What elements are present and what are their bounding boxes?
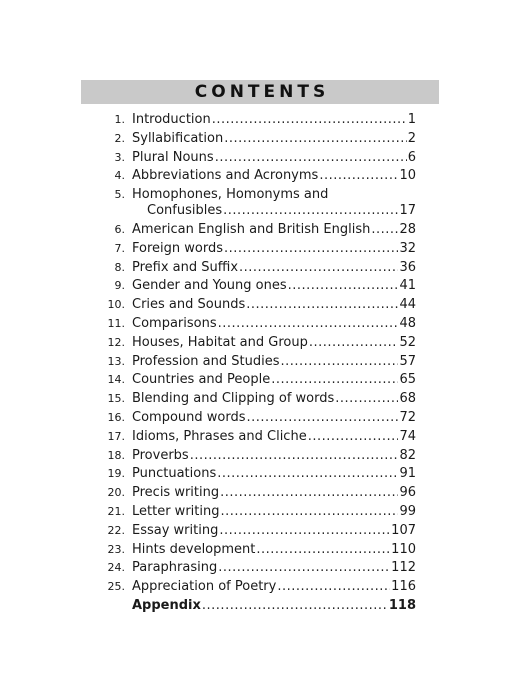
toc-entry-number: 7. xyxy=(114,241,125,255)
dot-leader xyxy=(220,485,398,501)
dot-leader xyxy=(219,523,390,539)
toc-entry-number: 24. xyxy=(107,561,125,575)
toc-entry-title: Profession and Studies xyxy=(132,353,280,369)
toc-entry-page: 32 xyxy=(399,240,416,256)
toc-entry xyxy=(98,485,416,501)
dot-leader xyxy=(319,168,398,184)
toc-entry-title: Proverbs xyxy=(132,447,189,463)
toc-entry-number: 8. xyxy=(114,260,125,274)
toc-entry-title: Abbreviations and Acronyms xyxy=(132,168,319,184)
toc-entry-number: 21. xyxy=(107,504,125,518)
toc-entry xyxy=(98,410,416,426)
toc-entry-title: Hints development xyxy=(132,541,256,557)
toc-entry-number: 20. xyxy=(107,486,125,500)
toc-entry xyxy=(98,278,416,294)
toc-entry-page: 41 xyxy=(399,278,416,294)
dot-leader xyxy=(277,579,390,595)
dot-leader xyxy=(281,354,399,370)
toc-entry-number: 6. xyxy=(114,222,125,236)
toc-entry-title: Letter writing xyxy=(132,503,220,519)
toc-entry-number: 25. xyxy=(107,580,125,594)
dot-leader xyxy=(224,131,407,147)
toc-entry xyxy=(98,448,416,464)
toc-entry-page: 118 xyxy=(388,597,416,613)
toc-entry-title-continued: Confusibles xyxy=(147,203,223,219)
toc-entry-page: 2 xyxy=(407,130,416,146)
toc-entry-number: 3. xyxy=(114,150,125,164)
toc-entry-page: 10 xyxy=(399,168,416,184)
dot-leader xyxy=(218,560,390,576)
toc-entry xyxy=(98,372,416,388)
toc-entry xyxy=(98,187,416,219)
toc-entry-number: 19. xyxy=(107,467,125,481)
toc-entry xyxy=(98,150,416,166)
dot-leader xyxy=(335,391,398,407)
table-of-contents xyxy=(98,112,416,617)
toc-entry-appendix xyxy=(98,598,416,614)
toc-entry-title: Appendix xyxy=(132,597,201,613)
toc-entry-page: 107 xyxy=(391,522,416,538)
toc-entry-page: 1 xyxy=(407,112,416,127)
toc-entry-number: 15. xyxy=(107,392,125,406)
toc-entry-title: Blending and Clipping of words xyxy=(132,391,335,407)
toc-entry-title: Countries and People xyxy=(132,372,271,388)
toc-entry-page: 57 xyxy=(399,353,416,369)
toc-entry-title: Prefix and Suffix xyxy=(132,259,239,275)
toc-entry xyxy=(98,241,416,257)
toc-entry-page: 72 xyxy=(399,409,416,425)
toc-entry-page: 112 xyxy=(391,560,416,576)
toc-entry-title: Idioms, Phrases and Cliche xyxy=(132,428,307,444)
toc-entry xyxy=(98,354,416,370)
toc-entry-page: 96 xyxy=(399,485,416,501)
toc-entry-page: 6 xyxy=(407,149,416,165)
toc-entry-page: 36 xyxy=(399,259,416,275)
toc-entry-number: 4. xyxy=(114,169,125,183)
toc-entry xyxy=(98,335,416,351)
dot-leader xyxy=(190,448,399,464)
toc-entry xyxy=(98,316,416,332)
dot-leader xyxy=(288,278,399,294)
toc-entry-page: 110 xyxy=(391,541,416,557)
toc-entry xyxy=(98,297,416,313)
dot-leader xyxy=(309,335,399,351)
toc-entry-number: 1. xyxy=(114,113,125,126)
toc-entry xyxy=(98,523,416,539)
toc-entry xyxy=(98,542,416,558)
toc-entry-number: 18. xyxy=(107,448,125,462)
toc-entry-title: Appreciation of Poetry xyxy=(132,579,277,595)
toc-entry xyxy=(98,504,416,520)
toc-entry-title: Introduction xyxy=(132,112,211,127)
toc-entry xyxy=(98,222,416,238)
toc-entry xyxy=(98,579,416,595)
toc-entry-page: 74 xyxy=(399,428,416,444)
toc-entry-number: 11. xyxy=(107,316,125,330)
dot-leader xyxy=(308,429,399,445)
toc-entry-page: 17 xyxy=(399,203,416,219)
toc-entry-page: 65 xyxy=(399,372,416,388)
dot-leader xyxy=(256,542,390,558)
dot-leader xyxy=(246,297,398,313)
toc-entry-number: 23. xyxy=(107,542,125,556)
dot-leader xyxy=(247,410,399,426)
dot-leader xyxy=(223,203,398,219)
toc-entry-title: Plural Nouns xyxy=(132,149,214,165)
toc-entry xyxy=(98,112,416,128)
toc-entry-number: 17. xyxy=(107,429,125,443)
page-title: CONTENTS xyxy=(194,82,330,102)
dot-leader xyxy=(202,598,388,614)
dot-leader xyxy=(271,372,398,388)
toc-entry-title: American English and British English xyxy=(132,221,371,237)
toc-entry xyxy=(98,560,416,576)
toc-entry-title: Comparisons xyxy=(132,315,217,331)
dot-leader xyxy=(217,466,398,482)
toc-entry-page: 48 xyxy=(399,315,416,331)
dot-leader xyxy=(220,504,398,520)
toc-entry-number: 14. xyxy=(107,373,125,387)
contents-header-bar xyxy=(81,80,439,104)
toc-entry-page: 91 xyxy=(399,466,416,482)
toc-entry-page: 116 xyxy=(391,579,416,595)
toc-entry-title: Foreign words xyxy=(132,240,223,256)
toc-entry xyxy=(98,168,416,184)
dot-leader xyxy=(371,222,398,238)
dot-leader xyxy=(239,260,398,276)
toc-entry-number: 22. xyxy=(107,523,125,537)
toc-entry-title: Compound words xyxy=(132,409,246,425)
toc-entry-title: Syllabification xyxy=(132,130,224,146)
toc-entry-page: 68 xyxy=(399,391,416,407)
toc-entry-title: Paraphrasing xyxy=(132,560,218,576)
toc-entry-number: 10. xyxy=(107,298,125,312)
toc-entry-title: Precis writing xyxy=(132,485,220,501)
toc-entry-number: 5. xyxy=(114,188,125,202)
toc-entry-number: 13. xyxy=(107,354,125,368)
toc-entry xyxy=(98,131,416,147)
dot-leader xyxy=(215,150,407,166)
toc-entry-number: 16. xyxy=(107,410,125,424)
toc-entry-page: 44 xyxy=(399,297,416,313)
toc-entry-title: Gender and Young ones xyxy=(132,278,287,294)
toc-entry-title: Essay writing xyxy=(132,522,219,538)
toc-entry-title: Cries and Sounds xyxy=(132,297,246,313)
toc-entry-title: Houses, Habitat and Group xyxy=(132,334,308,350)
toc-entry-page: 28 xyxy=(399,221,416,237)
toc-entry-page: 82 xyxy=(399,447,416,463)
toc-entry-number: 2. xyxy=(114,131,125,145)
toc-entry xyxy=(98,466,416,482)
dot-leader xyxy=(212,112,407,128)
toc-entry-number: 9. xyxy=(114,279,125,293)
toc-entry-page: 52 xyxy=(399,334,416,350)
toc-entry xyxy=(98,391,416,407)
toc-entry-title: Homophones, Homonyms and xyxy=(132,187,329,203)
toc-entry-page: 99 xyxy=(399,503,416,519)
toc-entry xyxy=(98,429,416,445)
toc-entry-title: Punctuations xyxy=(132,466,217,482)
dot-leader xyxy=(224,241,398,257)
toc-entry xyxy=(98,260,416,276)
toc-entry-number: 12. xyxy=(107,335,125,349)
dot-leader xyxy=(218,316,399,332)
